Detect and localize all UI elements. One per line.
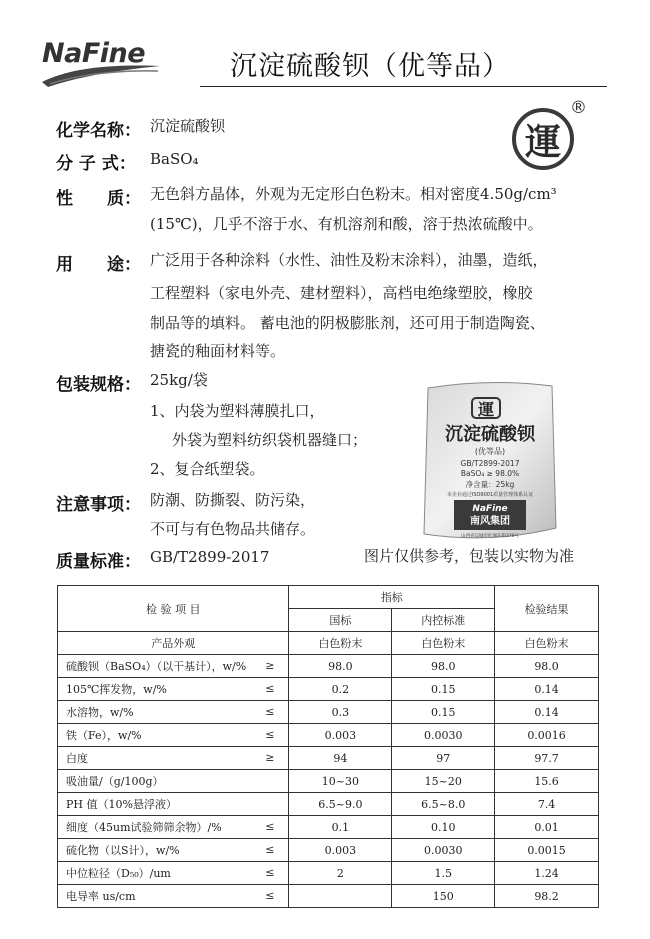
chem-name-label: 化学名称： — [56, 121, 141, 141]
emblem-char: 運 — [524, 120, 561, 163]
formula-value: BaSO₄ — [150, 150, 199, 168]
cell-internal: 0.15 — [392, 678, 495, 701]
item-comparator: ≤ — [265, 682, 275, 695]
bag-cert: 本企业通过ISO9001质量管理体系认证 — [446, 492, 534, 498]
cell-result: 15.6 — [495, 770, 599, 793]
item-label: 105℃挥发物，w/% — [66, 683, 167, 696]
product-bag-image — [420, 378, 560, 543]
uses-line: 广泛用于各种涂料（水性、油性及粉末涂料），油墨，造纸， — [150, 251, 548, 269]
bag-std: GB/T2899-2017 — [460, 459, 520, 468]
properties-line: 无色斜方晶体，外观为无定形白色粉末。相对密度4.50g/cm³ — [150, 185, 557, 203]
table-row — [58, 862, 599, 885]
cell-result: 97.7 — [495, 747, 599, 770]
item-label: 吸油量/（g/100g） — [66, 775, 164, 788]
chem-name-value: 沉淀硫酸钡 — [150, 117, 226, 135]
item-comparator: ≥ — [265, 659, 275, 672]
item-label: 细度（45um试验筛筛余物）/% — [66, 821, 222, 834]
nafine-logo — [40, 38, 162, 88]
table-row — [58, 770, 599, 793]
cell-national: 0.003 — [289, 839, 392, 862]
bag-address: 山西省运城市红旗东街376号 — [460, 534, 520, 539]
cell-item — [58, 724, 289, 747]
notes-label: 注意事项： — [56, 495, 141, 515]
item-label: 硫酸钡（BaSO₄）（以干基计），w/% — [66, 660, 247, 673]
cell-item — [58, 793, 289, 816]
item-label: 水溶物，w/% — [66, 706, 134, 719]
cell-item — [58, 862, 289, 885]
spec-table — [57, 585, 599, 908]
item-label: 硫化物（以S计），w/% — [66, 844, 180, 857]
bag-grade: (优等品) — [474, 447, 506, 456]
item-comparator: ≤ — [265, 820, 275, 833]
bag-emblem: 運 — [477, 400, 495, 419]
cell-result: 98.0 — [495, 655, 599, 678]
title-rule — [200, 86, 607, 87]
table-row — [58, 816, 599, 839]
header-internal: 内控标准 — [392, 609, 495, 632]
bag-group: 南风集团 — [470, 516, 510, 527]
table-row — [58, 701, 599, 724]
uses-line: 制品等的填料。 蓄电池的阴极膨胀剂，还可用于制造陶瓷、 — [150, 314, 545, 332]
table-row — [58, 678, 599, 701]
cell-result: 1.24 — [495, 862, 599, 885]
header-national: 国标 — [289, 609, 392, 632]
uses-line: 搪瓷的釉面材料等。 — [150, 342, 286, 360]
cell-result: 0.0015 — [495, 839, 599, 862]
cell-internal: 98.0 — [392, 655, 495, 678]
cell-item — [58, 770, 289, 793]
cell-national: 94 — [289, 747, 392, 770]
table-row — [58, 747, 599, 770]
item-label: 中位粒径（D₅₀）/um — [66, 867, 171, 880]
cell-result: 0.14 — [495, 678, 599, 701]
table-row — [58, 655, 599, 678]
page-title: 沉淀硫酸钡（优等品） — [230, 51, 510, 82]
header-result: 检验结果 — [495, 586, 599, 632]
cell-result: 0.14 — [495, 701, 599, 724]
packaging-label: 包装规格： — [56, 375, 141, 395]
cell-national: 0.2 — [289, 678, 392, 701]
cell-internal: 150 — [392, 885, 495, 908]
table-row — [58, 793, 599, 816]
cell-national: 白色粉末 — [289, 632, 392, 655]
logo-text: NaFine — [42, 38, 146, 69]
header-item: 检 验 项 目 — [58, 586, 289, 632]
item-label: PH 值（10%悬浮液） — [66, 798, 177, 811]
cell-result: 0.0016 — [495, 724, 599, 747]
cell-result: 白色粉末 — [495, 632, 599, 655]
cell-national: 0.003 — [289, 724, 392, 747]
cell-item — [58, 885, 289, 908]
bag-net: 净含量：25kg — [465, 480, 515, 489]
notes-line: 防潮、防撕裂、防污染， — [150, 491, 316, 509]
cell-internal: 0.10 — [392, 816, 495, 839]
uses-label: 用 途： — [56, 255, 141, 275]
cell-internal: 0.15 — [392, 701, 495, 724]
cell-internal: 1.5 — [392, 862, 495, 885]
table-row — [58, 885, 599, 908]
table-row — [58, 632, 599, 655]
cell-national: 0.1 — [289, 816, 392, 839]
table-row — [58, 839, 599, 862]
registered-mark: ® — [570, 98, 587, 118]
cell-item — [58, 747, 289, 770]
cell-internal: 0.0030 — [392, 839, 495, 862]
bag-caption: 图片仅供参考，包装以实物为准 — [364, 547, 575, 565]
cell-national: 6.5~9.0 — [289, 793, 392, 816]
properties-label: 性 质： — [56, 189, 141, 209]
header — [0, 0, 650, 100]
cell-internal: 0.0030 — [392, 724, 495, 747]
cell-item — [58, 701, 289, 724]
cell-national — [289, 885, 392, 908]
cell-internal: 6.5~8.0 — [392, 793, 495, 816]
cell-item — [58, 816, 289, 839]
bag-brand: NaFine — [472, 504, 508, 514]
cell-national: 10~30 — [289, 770, 392, 793]
packaging-value: 25kg/袋 — [150, 371, 208, 389]
uses-line: 工程塑料（家电外壳、建材塑料），高档电绝缘塑胶，橡胶 — [150, 284, 533, 302]
cell-internal: 97 — [392, 747, 495, 770]
yun-emblem-icon — [512, 108, 574, 170]
item-label: 白度 — [66, 752, 88, 765]
item-comparator: ≥ — [265, 751, 275, 764]
packaging-line: 2、复合纸塑袋。 — [150, 460, 265, 478]
table-row — [58, 724, 599, 747]
header-index: 指标 — [289, 586, 495, 609]
cell-item — [58, 655, 289, 678]
cell-item — [58, 839, 289, 862]
bag-product-name: 沉淀硫酸钡 — [445, 424, 535, 445]
properties-line: (15℃)，几乎不溶于水、有机溶剂和酸，溶于热浓硫酸中。 — [150, 215, 543, 233]
cell-national: 0.3 — [289, 701, 392, 724]
item-comparator: ≤ — [265, 705, 275, 718]
spec-table-body — [58, 632, 599, 908]
item-label: 电导率 us/cm — [66, 890, 136, 903]
cell-internal: 15~20 — [392, 770, 495, 793]
item-comparator: ≤ — [265, 866, 275, 879]
item-comparator: ≤ — [265, 728, 275, 741]
standard-value: GB/T2899-2017 — [150, 548, 270, 566]
item-label: 产品外观 — [151, 637, 196, 650]
cell-result: 7.4 — [495, 793, 599, 816]
formula-label: 分 子 式： — [56, 154, 136, 174]
cell-result: 0.01 — [495, 816, 599, 839]
cell-national: 2 — [289, 862, 392, 885]
standard-label: 质量标准： — [56, 552, 141, 572]
notes-line: 不可与有色物品共储存。 — [150, 520, 316, 538]
cell-national: 98.0 — [289, 655, 392, 678]
item-label: 铁（Fe），w/% — [66, 729, 142, 742]
cell-internal: 白色粉末 — [392, 632, 495, 655]
packaging-line: 外袋为塑料纺织袋机器缝口； — [172, 431, 368, 449]
bag-purity: BaSO₄ ≥ 98.0% — [460, 469, 520, 478]
packaging-line: 1、内袋为塑料薄膜扎口， — [150, 402, 325, 420]
item-comparator: ≤ — [265, 843, 275, 856]
cell-result: 98.2 — [495, 885, 599, 908]
item-comparator: ≤ — [265, 889, 275, 902]
cell-item — [58, 632, 289, 655]
cell-item — [58, 678, 289, 701]
